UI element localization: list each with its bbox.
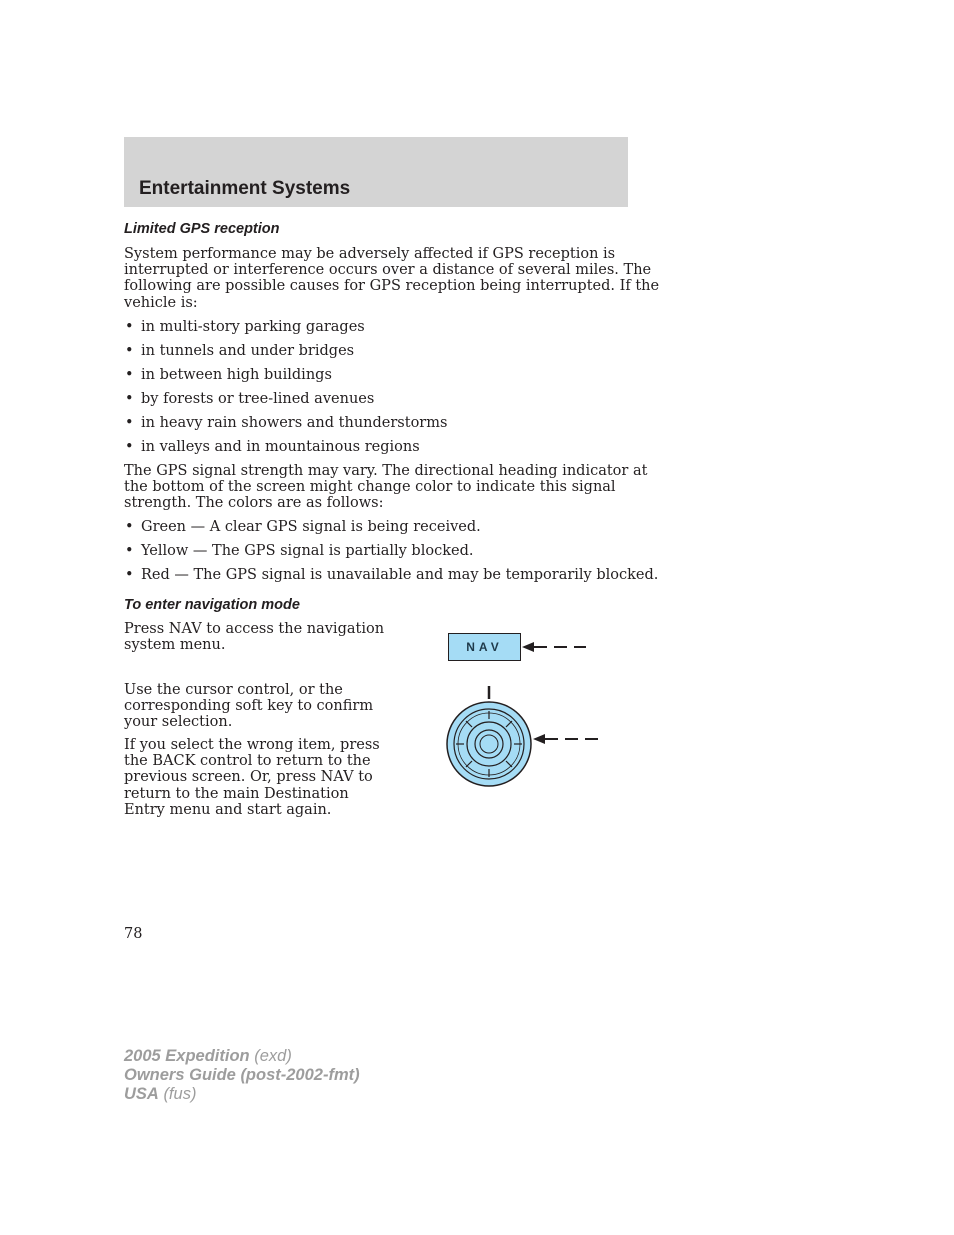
- bullet-icon: •: [125, 519, 134, 535]
- text-line: System performance may be adversely affected if GPS reception is: [124, 246, 616, 262]
- text-line: the bottom of the screen might change color to indicate this signal: [124, 479, 616, 496]
- text-line: the BACK control to return to the: [124, 753, 371, 770]
- list-item: • in valleys and in mountainous regions: [125, 439, 420, 455]
- list-item: • in multi-story parking garages: [125, 319, 365, 335]
- list-item: • by forests or tree-lined avenues: [125, 391, 375, 407]
- footer-market-code: (fus): [163, 1085, 197, 1103]
- text-line: previous screen. Or, press NAV to: [124, 769, 373, 786]
- list-item: • in tunnels and under bridges: [125, 343, 355, 359]
- cursor-control-knob-icon: [447, 702, 531, 786]
- list-item: • Green — A clear GPS signal is being received.: [125, 519, 481, 535]
- bullet-icon: •: [125, 319, 134, 335]
- nav-pointer-arrow: [522, 642, 586, 652]
- footer-model-code: (exd): [254, 1047, 292, 1065]
- text-line: If you select the wrong item, press: [124, 737, 380, 753]
- text-line: vehicle is:: [124, 294, 198, 311]
- cursor-pointer-arrow: [533, 734, 598, 744]
- bullet-icon: •: [125, 567, 134, 583]
- text-line: following are possible causes for GPS reception being interrupted. If the: [124, 278, 660, 295]
- text-line: system menu.: [124, 637, 226, 654]
- list-item: • in between high buildings: [125, 367, 332, 383]
- text-line: return to the main Destination: [124, 785, 349, 802]
- bullet-icon: •: [125, 367, 134, 383]
- list-item: • Yellow — The GPS signal is partially blocked.: [125, 543, 474, 559]
- page-title: Entertainment Systems: [139, 178, 351, 199]
- bullet-icon: •: [125, 439, 134, 455]
- bullet-icon: •: [125, 343, 134, 359]
- page-number: 78: [124, 926, 143, 942]
- list-item: • Red — The GPS signal is unavailable and may be temporarily blocked.: [125, 567, 659, 583]
- section-heading-navigation-mode: To enter navigation mode: [124, 597, 300, 613]
- footer-model: 2005 Expedition: [124, 1047, 250, 1065]
- text-line: Use the cursor control, or the: [124, 682, 343, 698]
- text-line: The GPS signal strength may vary. The directional heading indicator at: [124, 463, 648, 479]
- footer-guide: Owners Guide (post-2002-fmt): [124, 1066, 360, 1084]
- text-line: corresponding soft key to confirm: [124, 698, 374, 715]
- nav-button-illustration: NAV: [448, 633, 521, 661]
- bullet-icon: •: [125, 415, 134, 431]
- text-line: strength. The colors are as follows:: [124, 495, 384, 512]
- section-heading-gps-reception: Limited GPS reception: [124, 221, 280, 237]
- footer-market: USA: [124, 1085, 159, 1103]
- text-line: interrupted or interference occurs over a distance of several miles. The: [124, 262, 652, 279]
- bullet-icon: •: [125, 543, 134, 559]
- list-item: • in heavy rain showers and thunderstorms: [125, 415, 448, 431]
- text-line: Press NAV to access the navigation: [124, 621, 385, 637]
- document-footer: [124, 1047, 360, 1104]
- text-line: Entry menu and start again.: [124, 801, 332, 818]
- bullet-icon: •: [125, 391, 134, 407]
- text-line: your selection.: [124, 714, 233, 731]
